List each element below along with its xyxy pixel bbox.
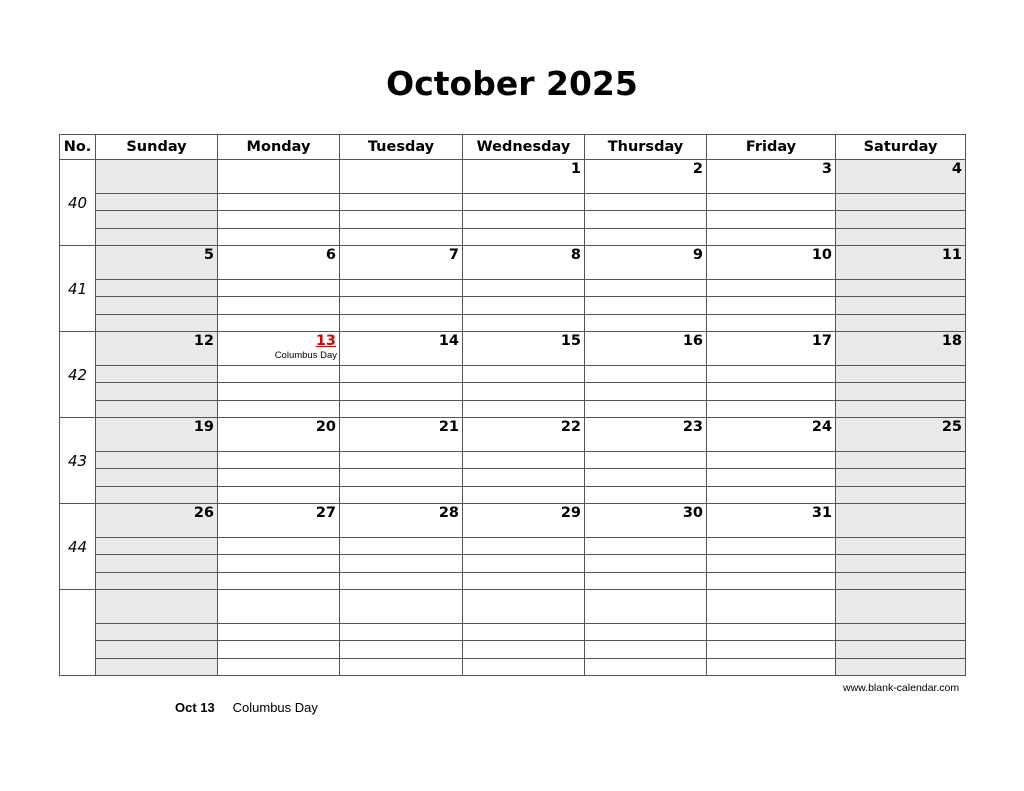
day-cell[interactable]: [340, 160, 463, 246]
day-cell[interactable]: [585, 246, 707, 332]
note-line: [836, 659, 965, 675]
note-line: [463, 538, 584, 555]
note-line: [463, 315, 584, 331]
week-number: 41: [60, 246, 96, 332]
note-line: [836, 229, 965, 245]
note-line: [340, 555, 462, 572]
note-line: [96, 487, 217, 503]
day-number: 21: [438, 419, 459, 435]
day-cell[interactable]: [585, 332, 707, 418]
day-cell[interactable]: [836, 590, 966, 676]
day-number: 23: [682, 419, 703, 435]
note-line: [585, 641, 706, 658]
note-line: [707, 487, 835, 503]
day-cell[interactable]: [340, 246, 463, 332]
note-line: [707, 452, 835, 469]
day-cell[interactable]: [836, 160, 966, 246]
note-line: [340, 383, 462, 400]
note-line: [340, 211, 462, 228]
week-number: 42: [60, 332, 96, 418]
note-line: [707, 211, 835, 228]
note-line: [463, 641, 584, 658]
note-line: [218, 211, 339, 228]
note-line: [585, 555, 706, 572]
day-cell[interactable]: [463, 418, 585, 504]
note-line: [340, 366, 462, 383]
day-number: 10: [811, 247, 832, 263]
note-line: [218, 624, 339, 641]
day-number: 30: [682, 505, 703, 521]
note-line: [340, 452, 462, 469]
note-line: [218, 487, 339, 503]
note-line: [707, 573, 835, 589]
day-number: 12: [193, 333, 214, 349]
day-number: 14: [438, 333, 459, 349]
week-row: [60, 590, 966, 676]
note-line: [218, 194, 339, 211]
note-line: [836, 487, 965, 503]
note-line: [836, 366, 965, 383]
day-cell[interactable]: [463, 590, 585, 676]
day-header-tuesday: Tuesday: [340, 135, 463, 160]
note-line: [463, 401, 584, 417]
week-row: [60, 332, 966, 418]
note-line: [836, 538, 965, 555]
day-cell[interactable]: [340, 332, 463, 418]
day-number: 11: [941, 247, 962, 263]
day-number: 31: [811, 505, 832, 521]
note-line: [836, 315, 965, 331]
day-header-friday: Friday: [707, 135, 836, 160]
note-line: [340, 297, 462, 314]
day-cell[interactable]: [463, 504, 585, 590]
day-number: 5: [203, 247, 214, 263]
note-line: [218, 366, 339, 383]
day-cell[interactable]: [707, 332, 836, 418]
note-line: [836, 401, 965, 417]
note-line: [340, 624, 462, 641]
note-line: [463, 383, 584, 400]
note-line: [340, 573, 462, 589]
day-number: 18: [941, 333, 962, 349]
day-number: 15: [560, 333, 581, 349]
holiday-list: [175, 700, 318, 715]
note-line: [585, 487, 706, 503]
day-number: 3: [821, 161, 832, 177]
note-line: [96, 659, 217, 675]
note-line: [463, 469, 584, 486]
note-line: [96, 469, 217, 486]
day-number: 26: [193, 505, 214, 521]
note-line: [340, 659, 462, 675]
note-line: [218, 297, 339, 314]
note-line: [340, 229, 462, 245]
day-cell[interactable]: [218, 246, 340, 332]
website-link[interactable]: www.blank-calendar.com: [843, 682, 960, 694]
day-cell[interactable]: [96, 504, 218, 590]
note-line: [463, 487, 584, 503]
day-header-thursday: Thursday: [585, 135, 707, 160]
day-number: 16: [682, 333, 703, 349]
day-cell[interactable]: [707, 160, 836, 246]
note-line: [96, 452, 217, 469]
note-line: [463, 211, 584, 228]
note-line: [96, 641, 217, 658]
week-number: 40: [60, 160, 96, 246]
note-line: [707, 229, 835, 245]
day-cell[interactable]: [340, 504, 463, 590]
note-line: [463, 659, 584, 675]
day-cell[interactable]: [707, 504, 836, 590]
note-line: [96, 280, 217, 297]
note-line: [585, 659, 706, 675]
note-line: [707, 366, 835, 383]
note-line: [707, 641, 835, 658]
note-line: [96, 555, 217, 572]
note-line: [96, 624, 217, 641]
note-line: [96, 211, 217, 228]
note-line: [707, 401, 835, 417]
note-line: [585, 229, 706, 245]
note-line: [836, 452, 965, 469]
note-line: [585, 383, 706, 400]
day-number: 27: [315, 505, 336, 521]
week-row: [60, 504, 966, 590]
note-line: [585, 315, 706, 331]
note-line: [218, 659, 339, 675]
day-cell[interactable]: [707, 590, 836, 676]
note-line: [836, 573, 965, 589]
note-line: [218, 555, 339, 572]
note-line: [340, 487, 462, 503]
note-line: [707, 194, 835, 211]
note-line: [836, 469, 965, 486]
day-cell[interactable]: [463, 246, 585, 332]
day-cell[interactable]: [585, 418, 707, 504]
note-line: [340, 401, 462, 417]
note-line: [340, 538, 462, 555]
day-cell[interactable]: [218, 332, 340, 418]
day-number: 28: [438, 505, 459, 521]
note-line: [340, 315, 462, 331]
note-line: [218, 538, 339, 555]
note-line: [585, 211, 706, 228]
note-line: [463, 280, 584, 297]
day-cell[interactable]: [836, 332, 966, 418]
note-line: [218, 469, 339, 486]
day-cell[interactable]: [836, 504, 966, 590]
day-number: 29: [560, 505, 581, 521]
note-line: [836, 383, 965, 400]
note-line: [707, 624, 835, 641]
note-line: [707, 280, 835, 297]
note-line: [218, 452, 339, 469]
week-number: 43: [60, 418, 96, 504]
note-line: [836, 280, 965, 297]
day-number: 6: [325, 247, 336, 263]
holiday-list-name: Columbus Day: [232, 700, 318, 715]
day-number: 13: [315, 333, 336, 349]
note-line: [463, 452, 584, 469]
week-row: [60, 418, 966, 504]
day-cell[interactable]: [96, 160, 218, 246]
note-line: [96, 538, 217, 555]
note-line: [585, 624, 706, 641]
note-line: [836, 624, 965, 641]
note-line: [218, 573, 339, 589]
note-line: [96, 401, 217, 417]
day-cell[interactable]: [218, 418, 340, 504]
week-number-header: No.: [60, 135, 96, 160]
day-cell[interactable]: [218, 160, 340, 246]
day-number: 25: [941, 419, 962, 435]
day-number: 8: [570, 247, 581, 263]
note-line: [218, 280, 339, 297]
day-header-saturday: Saturday: [836, 135, 966, 160]
note-line: [585, 297, 706, 314]
note-line: [836, 555, 965, 572]
day-number: 17: [811, 333, 832, 349]
day-cell[interactable]: [218, 504, 340, 590]
note-line: [96, 383, 217, 400]
note-line: [96, 297, 217, 314]
day-header-sunday: Sunday: [96, 135, 218, 160]
note-line: [585, 366, 706, 383]
day-cell[interactable]: [96, 332, 218, 418]
note-line: [463, 229, 584, 245]
note-line: [96, 229, 217, 245]
note-line: [836, 641, 965, 658]
note-line: [585, 469, 706, 486]
week-row: [60, 246, 966, 332]
note-line: [707, 659, 835, 675]
day-number: 7: [448, 247, 459, 263]
note-line: [836, 211, 965, 228]
note-line: [463, 555, 584, 572]
day-number: 24: [811, 419, 832, 435]
note-line: [707, 315, 835, 331]
day-number: 4: [951, 161, 962, 177]
day-cell[interactable]: [585, 504, 707, 590]
note-line: [340, 469, 462, 486]
day-cell[interactable]: [96, 246, 218, 332]
note-line: [707, 297, 835, 314]
day-cell[interactable]: [463, 332, 585, 418]
note-line: [463, 297, 584, 314]
note-line: [463, 366, 584, 383]
note-line: [340, 194, 462, 211]
note-line: [707, 538, 835, 555]
note-line: [836, 297, 965, 314]
week-row: [60, 160, 966, 246]
note-line: [585, 538, 706, 555]
note-line: [96, 366, 217, 383]
note-line: [836, 194, 965, 211]
day-cell[interactable]: [585, 590, 707, 676]
day-number: 2: [692, 161, 703, 177]
note-line: [707, 383, 835, 400]
day-cell[interactable]: [836, 418, 966, 504]
note-line: [218, 401, 339, 417]
day-cell[interactable]: [96, 418, 218, 504]
note-line: [96, 315, 217, 331]
holiday-list-date: Oct 13: [175, 700, 215, 715]
calendar-title: October 2025: [386, 64, 638, 103]
note-line: [585, 452, 706, 469]
day-header-monday: Monday: [218, 135, 340, 160]
note-line: [463, 194, 584, 211]
week-number: 44: [60, 504, 96, 590]
day-cell[interactable]: [218, 590, 340, 676]
day-cell[interactable]: [96, 590, 218, 676]
day-number: 1: [570, 161, 581, 177]
note-line: [218, 315, 339, 331]
note-line: [218, 383, 339, 400]
day-number: 9: [692, 247, 703, 263]
holiday-name: Columbus Day: [274, 350, 337, 361]
note-line: [463, 624, 584, 641]
day-cell[interactable]: [585, 160, 707, 246]
note-line: [96, 573, 217, 589]
note-line: [585, 194, 706, 211]
note-line: [218, 229, 339, 245]
day-cell[interactable]: [836, 246, 966, 332]
note-line: [218, 641, 339, 658]
note-line: [707, 555, 835, 572]
calendar-grid: [59, 134, 966, 676]
header-row: [60, 135, 966, 160]
day-cell[interactable]: [707, 246, 836, 332]
note-line: [463, 573, 584, 589]
day-cell[interactable]: [707, 418, 836, 504]
note-line: [585, 280, 706, 297]
day-number: 20: [315, 419, 336, 435]
day-cell[interactable]: [340, 418, 463, 504]
note-line: [707, 469, 835, 486]
day-number: 19: [193, 419, 214, 435]
week-number: [60, 590, 96, 676]
note-line: [585, 573, 706, 589]
note-line: [340, 641, 462, 658]
day-number: 22: [560, 419, 581, 435]
note-line: [96, 194, 217, 211]
day-cell[interactable]: [340, 590, 463, 676]
note-line: [340, 280, 462, 297]
day-cell[interactable]: [463, 160, 585, 246]
day-header-wednesday: Wednesday: [463, 135, 585, 160]
note-line: [585, 401, 706, 417]
